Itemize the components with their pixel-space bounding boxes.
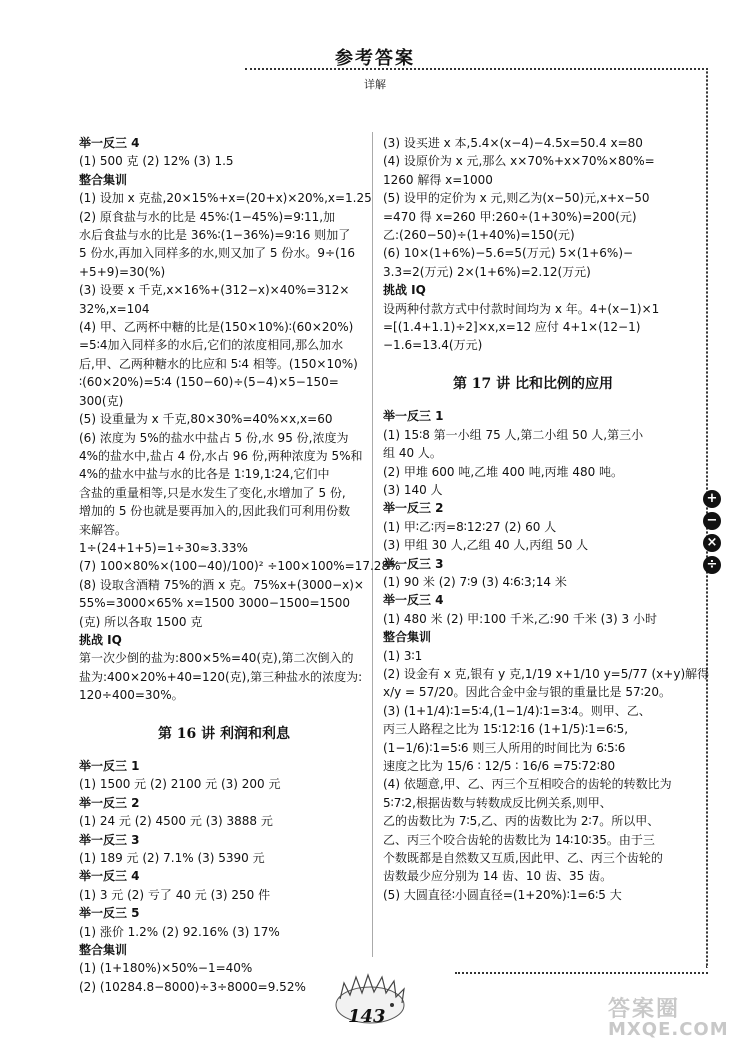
answer-line: 设两种付款方式中付款时间均为 x 年。4+(x−1)×1 [383, 301, 660, 316]
answer-line: 4%的盐水中,盐占 4 份,水占 96 份,两种浓度为 5%和 [79, 448, 363, 463]
answer-line: (1) 500 克 (2) 12% (3) 1.5 [79, 154, 234, 169]
answer-line: (3) 设买进 x 本,5.4×(x−4)−4.5x=50.4 x=80 [383, 136, 643, 150]
page-header-subtitle: 详解 [364, 78, 386, 91]
answer-line: (5) 设甲的定价为 x 元,则乙为(x−50)元,x+x−50 [383, 191, 650, 206]
answer-line: (1) 设加 x 克盐,20×15%+x=(20+x)×20%,x=1.25 [79, 191, 372, 206]
dotted-border-top [245, 68, 708, 70]
answer-line: (1) 1500 元 (2) 2100 元 (3) 200 元 [79, 777, 281, 792]
answer-line: ∶(60×20%)=5∶4 (150−60)÷(5−4)×5−150= [79, 375, 339, 390]
answer-line: (3) 140 人 [383, 482, 443, 497]
answer-line: (6) 10×(1+6%)−5.6=5(万元) 5×(1+6%)− [383, 246, 634, 261]
answer-line: 乙、丙三个咬合齿轮的齿数比为 14∶10∶35。由于三 [383, 832, 655, 847]
column-divider [372, 132, 373, 957]
section-heading: 举一反三 5 [79, 906, 140, 921]
section-heading: 举一反三 4 [383, 593, 444, 608]
answer-line: 4%的盐水中盐与水的比各是 1∶19,1∶24,它们中 [79, 467, 330, 482]
answer-line: (1) (1+180%)×50%−1=40% [79, 961, 253, 976]
watermark-bottom: MXQE.COM [608, 1019, 729, 1040]
answer-line: (3) 甲组 30 人,乙组 40 人,丙组 50 人 [383, 538, 589, 553]
answer-line: (4) 甲、乙两杯中糖的比是(150×10%)∶(60×20%) [79, 320, 354, 335]
answer-line: (3) (1+1/4)∶1=5∶4,(1−1/4)∶1=3∶4。则甲、乙、 [383, 703, 651, 718]
answer-line: 第一次少倒的盐为:800×5%=40(克),第二次倒入的 [79, 651, 354, 666]
answer-line: 组 40 人。 [383, 446, 442, 461]
lecture-title: 第 16 讲 利润和利息 [157, 725, 291, 742]
section-heading: 举一反三 3 [383, 556, 444, 571]
answer-line: 丙三人路程之比为 15∶12∶16 (1+1/5)∶1=6∶5, [383, 722, 629, 737]
section-heading: 挑战 IQ [383, 283, 426, 298]
answer-line: (2) (10284.8−8000)÷3÷8000=9.52% [79, 979, 306, 994]
section-heading: 举一反三 3 [79, 832, 140, 847]
answer-line: (克) 所以各取 1500 克 [79, 614, 203, 629]
answer-line: 含盐的重量相等,只是水发生了变化,水增加了 5 份, [79, 485, 346, 500]
answer-line: 乙的齿数比为 7∶5,乙、丙的齿数比为 2∶7。所以甲、 [383, 814, 660, 829]
answer-line: (1) 3 元 (2) 亏了 40 元 (3) 250 件 [79, 887, 271, 902]
section-heading: 整合集训 [79, 943, 128, 958]
answer-line: (1) 189 元 (2) 7.1% (3) 5390 元 [79, 851, 265, 866]
answer-line: (6) 浓度为 5%的盐水中盐占 5 份,水 95 份,浓度为 [79, 430, 349, 445]
answer-line: 300(克) [79, 393, 124, 408]
answer-line: (1) 24 元 (2) 4500 元 (3) 3888 元 [79, 814, 273, 829]
times-icon: × [703, 534, 721, 552]
answer-line: 速度之比为 15/6 ∶ 12/5 ∶ 16/6 =75∶72∶80 [383, 759, 616, 773]
answer-line: (8) 设取含酒精 75%的酒 x 克。75%x+(3000−x)× [79, 577, 364, 592]
divide-icon: ÷ [703, 556, 721, 574]
answer-line: 55%=3000×65% x=1500 3000−1500=1500 [79, 596, 351, 611]
answer-line: (5) 大圆直径∶小圆直径=(1+20%)∶1=6∶5 大 [383, 887, 622, 902]
answer-line: 个数既都是自然数又互质,因此甲、乙、丙三个齿轮的 [383, 851, 663, 866]
answer-line: 3.3=2(万元) 2×(1+6%)=2.12(万元) [383, 264, 591, 279]
answer-line: (1) 3∶1 [383, 648, 423, 663]
answer-line: (2) 原食盐与水的比是 45%∶(1−45%)=9∶11,加 [79, 209, 336, 224]
answer-line: 5∶7∶2,根据齿数与转数成反比例关系,则甲、 [383, 795, 612, 810]
section-heading: 挑战 IQ [79, 632, 122, 647]
section-heading: 整合集训 [79, 172, 128, 187]
section-heading: 举一反三 4 [79, 136, 140, 150]
minus-icon: − [703, 512, 721, 530]
answer-line: 增加的 5 份也就是要再加入的,因此我们可利用份数 [79, 504, 351, 519]
answer-line: 1260 解得 x=1000 [383, 172, 493, 187]
answer-line: (3) 设要 x 千克,x×16%+(312−x)×40%=312× [79, 283, 350, 298]
lecture-title: 第 17 讲 比和比例的应用 [452, 375, 614, 392]
page-number: 143 [348, 1006, 386, 1027]
answer-line: =5∶4加入同样多的水后,它们的浓度相同,那么加水 [79, 338, 344, 353]
answer-line: 32%,x=104 [79, 301, 150, 316]
answer-line: (2) 甲堆 600 吨,乙堆 400 吨,丙堆 480 吨。 [383, 464, 624, 479]
section-heading: 举一反三 1 [383, 409, 444, 424]
answer-line: 后,甲、乙两种糖水的比应和 5∶4 相等。(150×10%) [79, 356, 358, 371]
answer-line: 齿数最少应分别为 14 齿、10 齿、35 齿。 [383, 869, 613, 884]
answer-line: =470 得 x=260 甲:260÷(1+30%)=200(元) [383, 209, 637, 224]
answer-line: (5) 设重量为 x 千克,80×30%=40%×x,x=60 [79, 412, 333, 427]
operator-icons [703, 490, 721, 578]
answer-line: (1) 甲∶乙∶丙=8∶12∶27 (2) 60 人 [383, 519, 557, 534]
answer-line: 5 份水,再加入同样多的水,则又加了 5 份水。9÷(16 [79, 246, 355, 261]
answer-line: (1) 90 米 (2) 7∶9 (3) 4∶6∶3;14 米 [383, 574, 567, 589]
answer-line: (2) 设金有 x 克,银有 y 克,1/19 x+1/10 y=5/77 (x+y)解得 [383, 666, 710, 681]
answer-line: (1) 涨价 1.2% (2) 92.16% (3) 17% [79, 924, 280, 939]
answer-line: 盐为:400×20%+40=120(克),第三种盐水的浓度为: [79, 669, 363, 684]
section-heading: 整合集训 [383, 630, 432, 645]
answer-line: (4) 设原价为 x 元,那么 x×70%+x×70%×80%= [383, 154, 655, 169]
section-heading: 举一反三 4 [79, 869, 140, 884]
left-column [79, 134, 401, 996]
answer-line: (1) 15∶8 第一小组 75 人,第二小组 50 人,第三小 [383, 427, 644, 442]
right-column [383, 134, 710, 904]
dotted-border-bottom [455, 972, 708, 974]
answer-line: 水后食盐与水的比是 36%∶(1−36%)=9∶16 则加了 [79, 228, 351, 243]
answer-line: −1.6=13.4(万元) [383, 338, 483, 353]
answer-line: (1−1/6)∶1=5∶6 则三人所用的时间比为 6∶5∶6 [383, 740, 626, 755]
page-header-title: 参考答案 [335, 48, 415, 69]
answer-line: 乙:(260−50)÷(1+40%)=150(元) [383, 228, 575, 243]
answer-line: 120÷400=30%。 [79, 688, 184, 703]
section-heading: 举一反三 2 [79, 795, 140, 810]
watermark [608, 992, 729, 1040]
answer-line: 1÷(24+1+5)=1÷30≈3.33% [79, 540, 248, 555]
answer-line: +5+9)=30(%) [79, 264, 166, 279]
answer-line: (4) 依题意,甲、乙、丙三个互相咬合的齿轮的转数比为 [383, 777, 672, 792]
watermark-top: 答案圈 [608, 997, 681, 1022]
answer-line: (7) 100×80%×(100−40)/100)² ÷100×100%=17.28% [79, 559, 401, 574]
section-heading: 举一反三 2 [383, 501, 444, 516]
section-heading: 举一反三 1 [79, 759, 140, 773]
answer-line: x/y = 57/20。因此合金中金与银的重量比是 57∶20。 [383, 685, 671, 700]
answer-line: 来解答。 [79, 522, 128, 537]
answer-line: (1) 480 米 (2) 甲:100 千米,乙:90 千米 (3) 3 小时 [383, 611, 657, 626]
plus-icon: + [703, 490, 721, 508]
answer-line: =[(1.4+1.1)÷2]×x,x=12 应付 4+1×(12−1) [383, 320, 641, 335]
